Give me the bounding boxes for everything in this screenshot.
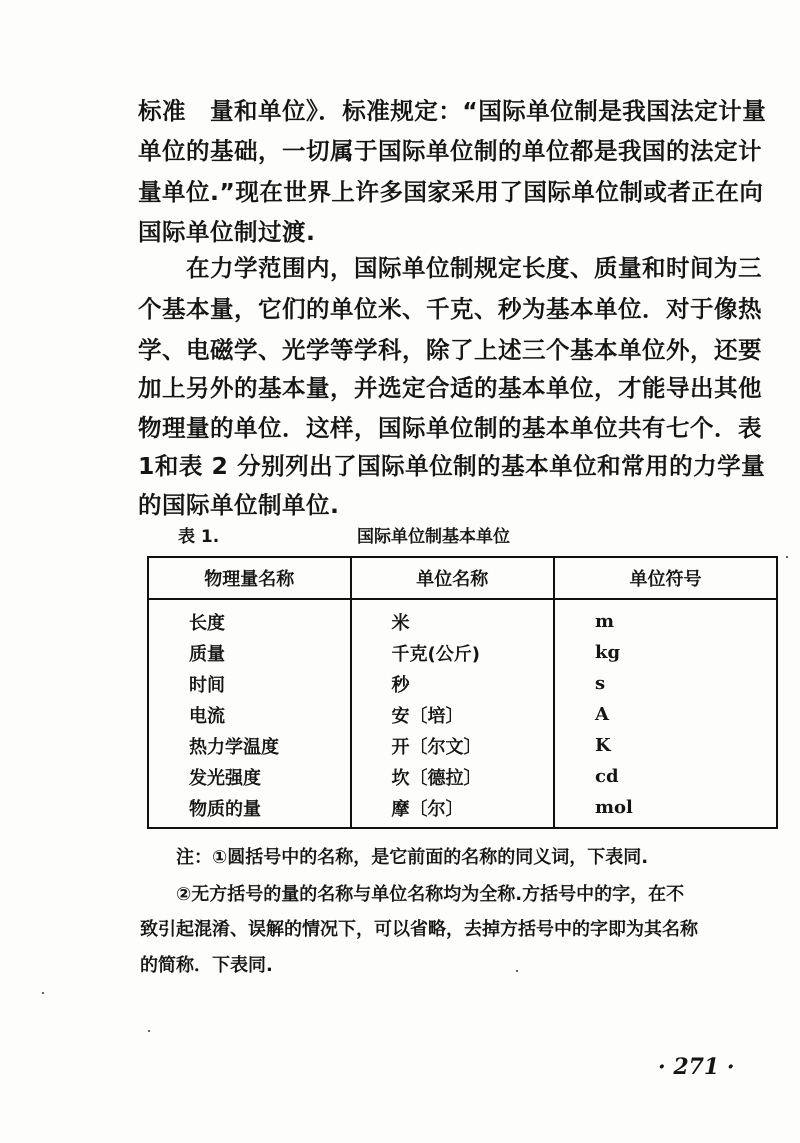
unit-name-cell: 秒	[351, 668, 554, 699]
unit-name-cell: 开〔尔文〕	[351, 730, 554, 761]
unit-symbol-cell: mol	[594, 797, 633, 818]
text-line: 加上另外的基本量，并选定合适的基本单位，才能导出其他	[138, 374, 762, 402]
text-line: 个基本量，它们的单位米、千克、秒为基本单位．对于像热	[138, 295, 762, 323]
unit-name-cell: 摩〔尔〕	[351, 792, 554, 828]
header-unit-name: 单位名称	[351, 557, 554, 599]
table-header-row	[148, 557, 777, 599]
note-line: 致引起混淆、误解的情况下，可以省略，去掉方括号中的字即为其名称	[140, 919, 698, 940]
quantity-cell: 物质的量	[148, 792, 351, 828]
text-line: 量单位.”现在世界上许多国家采用了国际单位制或者正在向	[138, 178, 764, 206]
text-line: 1和表 2 分别列出了国际单位制的基本单位和常用的力学量	[138, 452, 766, 480]
unit-name-cell: 坎〔德拉〕	[351, 761, 554, 792]
text-line: 学、电磁学、光学等学科，除了上述三个基本单位外，还要	[138, 336, 762, 364]
table-row	[148, 668, 777, 699]
quantity-cell: 发光强度	[148, 761, 351, 792]
table-row	[148, 637, 777, 668]
table-row	[148, 730, 777, 761]
note-line: ②无方括号的量的名称与单位名称均为全称.方括号中的字，在不	[176, 884, 685, 905]
unit-symbol-cell: m	[594, 611, 615, 632]
quantity-cell: 时间	[148, 668, 351, 699]
scan-speck	[42, 992, 44, 994]
unit-name-cell: 千克(公斤)	[351, 637, 554, 668]
unit-symbol-cell: K	[594, 735, 611, 756]
table-label: 表 1.	[178, 527, 220, 547]
page-number: · 271 ·	[658, 1054, 735, 1080]
table-row	[148, 699, 777, 730]
unit-symbol-cell: kg	[594, 642, 621, 663]
scan-speck	[516, 970, 518, 972]
scan-speck	[148, 1030, 150, 1032]
text-line: 的国际单位制单位.	[138, 491, 340, 519]
text-line: 标准 量和单位》．标准规定：“国际单位制是我国法定计量	[138, 97, 767, 125]
unit-symbol-cell: A	[594, 704, 609, 725]
text-line: 在力学范围内，国际单位制规定长度、质量和时间为三	[138, 254, 762, 282]
scan-speck	[786, 556, 788, 558]
text-line: 国际单位制过渡.	[138, 218, 316, 246]
note-line: 的简称．下表同.	[140, 955, 273, 976]
quantity-cell: 长度	[148, 599, 351, 637]
table-row	[148, 792, 777, 828]
unit-name-cell: 安〔培〕	[351, 699, 554, 730]
quantity-cell: 质量	[148, 637, 351, 668]
header-unit-symbol: 单位符号	[554, 557, 777, 599]
quantity-cell: 热力学温度	[148, 730, 351, 761]
unit-symbol-cell: cd	[594, 766, 619, 787]
table-row	[148, 761, 777, 792]
quantity-cell: 电流	[148, 699, 351, 730]
si-base-units-table	[147, 556, 778, 829]
note-line: 注：①圆括号中的名称，是它前面的名称的同义词，下表同.	[176, 847, 649, 868]
header-quantity: 物理量名称	[148, 557, 351, 599]
unit-name-cell: 米	[351, 599, 554, 637]
unit-symbol-cell: s	[594, 673, 606, 694]
table-row	[148, 599, 777, 637]
table-title: 国际单位制基本单位	[357, 527, 510, 547]
text-line: 单位的基础，一切属于国际单位制的单位都是我国的法定计	[138, 137, 762, 165]
text-line: 物理量的单位．这样，国际单位制的基本单位共有七个．表	[138, 414, 762, 442]
